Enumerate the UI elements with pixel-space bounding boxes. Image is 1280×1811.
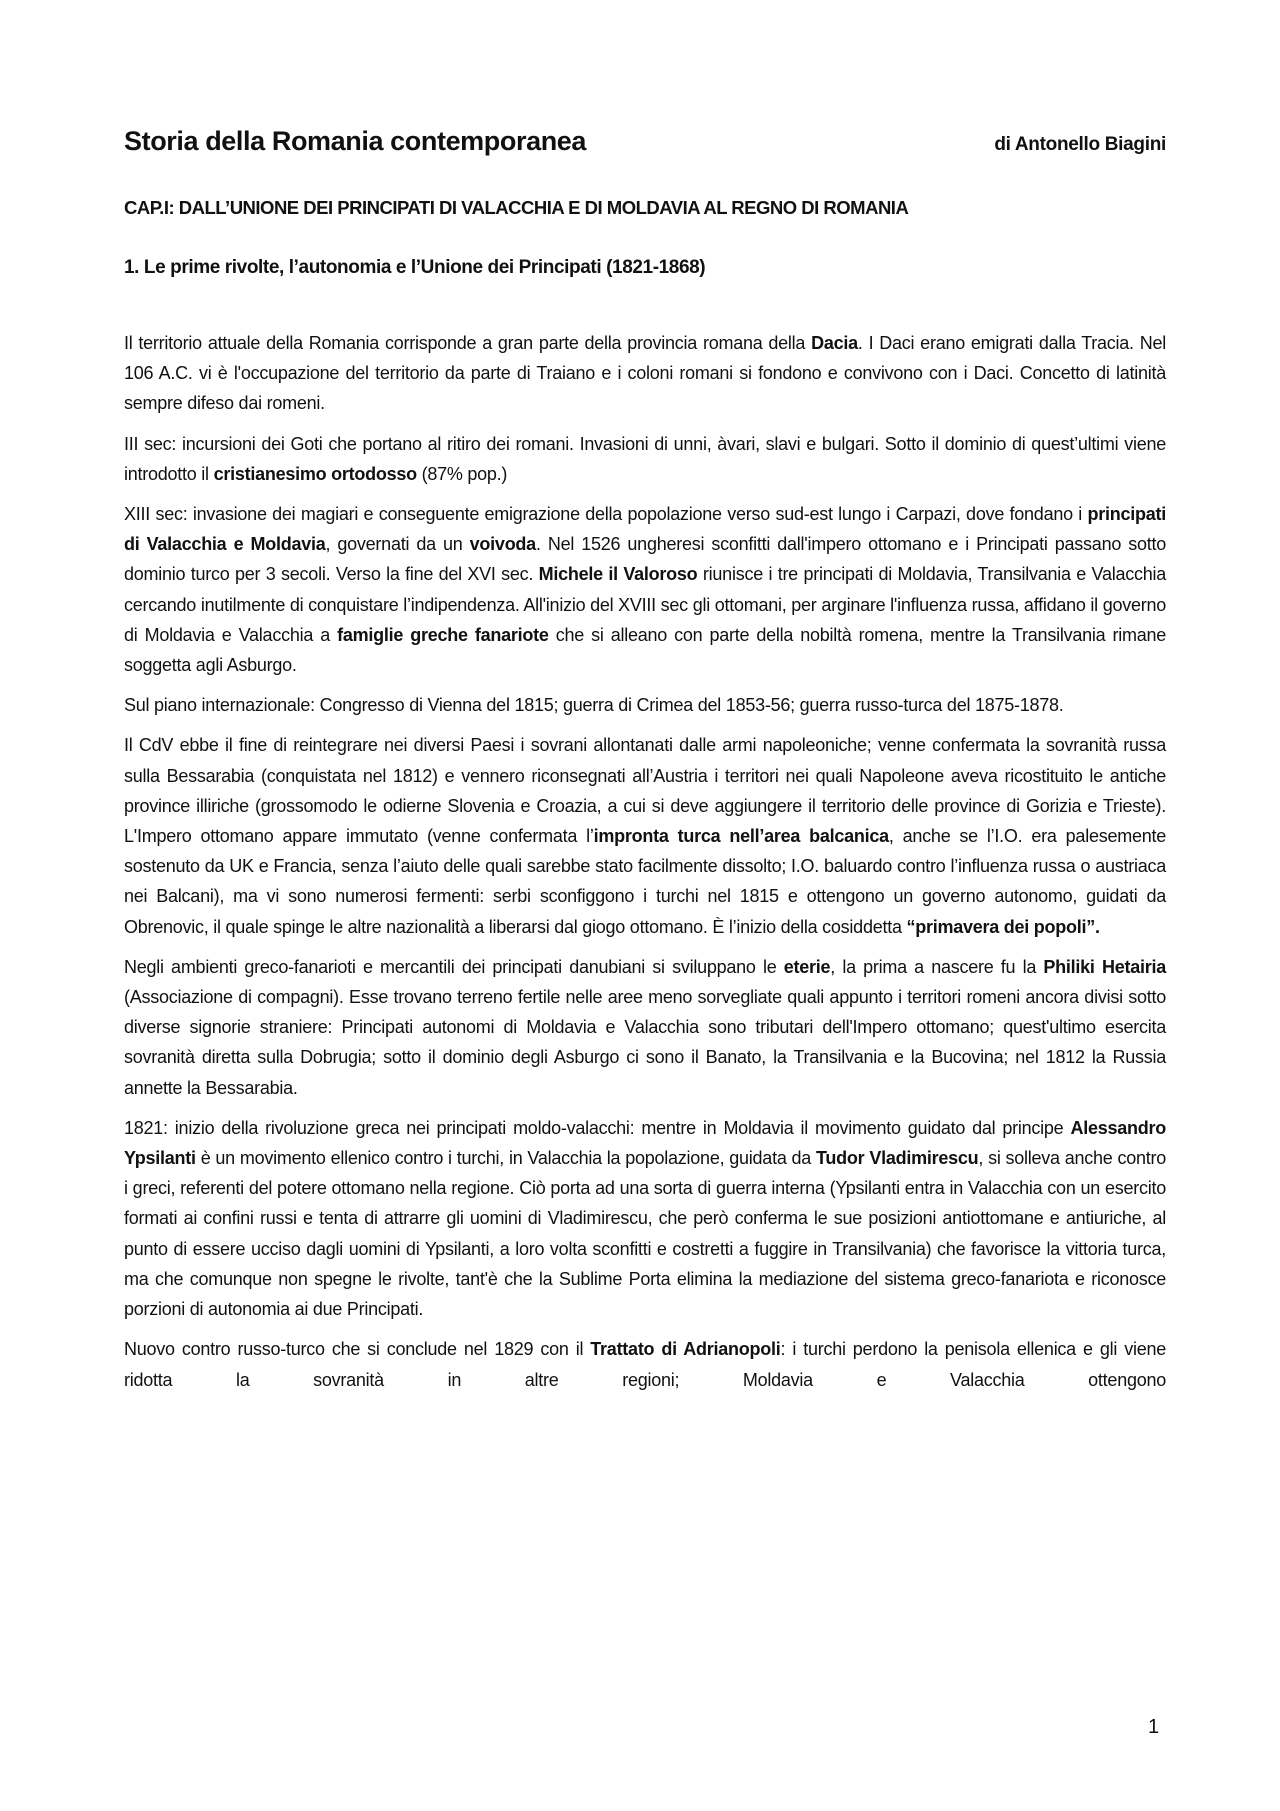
text-run: , si solleva anche contro i greci, referenti del potere ottomano nella regione. Ciò porta ad una sorta di guerra interna (Ypsilanti entra in Valacchia con un esercito formati ai confini russi e tenta di attrarre gli uomini di Vladimirescu, che però conferma le sue posizioni antiottomane e antiuriche, al punto di essere ucciso dagli uomini di Ypsilanti, a loro volta sconfitti e costretti a fuggire in Transilvania) che favorisce la vittoria turca, ma che comunque non spegne le rivolte, tant'è che la Sublime Porta elimina la mediazione del sistema greco-fanariota e riconosce porzioni di autonomia ai due Principati. <box>124 1148 1167 1320</box>
text-run: Il CdV ebbe il fine di reintegrare nei diversi Paesi i sovrani allontanati dalle armi napoleoniche; venne confermata la sovranità russa sulla Bessarabia (conquistata nel 1812) e vennero riconsegnati all’Austria i territori nei quali Napoleone aveva ricostituito le antiche province illiriche (grossomodo le odierne Slovenia e Croazia, a cui si deve aggiungere il territorio delle province di Gorizia e Trieste). L'Impero ottomano appare immutato (venne confermata l’ <box>124 735 1166 847</box>
text-run: XIII sec: invasione dei magiari e conseguente emigrazione della popolazione verso sud-est lungo i Carpazi, dove fondano i <box>124 504 1088 525</box>
bold-term: famiglie greche fanariote <box>337 624 549 645</box>
paragraph <box>124 690 1166 720</box>
section-heading: 1. Le prime rivolte, l’autonomia e l’Unione dei Principati (1821-1868) <box>124 257 706 278</box>
body-text <box>124 328 1166 1405</box>
bold-term: principati di Valacchia e Moldavia <box>124 504 1166 555</box>
paragraph <box>124 1113 1166 1324</box>
bold-term: Michele il Valoroso <box>538 564 698 585</box>
bold-term: Philiki Hetairia <box>1043 956 1166 977</box>
paragraph <box>124 1334 1166 1394</box>
paragraph <box>124 952 1166 1103</box>
paragraph <box>124 429 1166 489</box>
text-run: riunisce i tre principati di Moldavia, Transilvania e Valacchia cercando inutilmente di conquistare l’indipendenza. All'inizio del XVIII sec gli ottomani, per arginare l'influenza russa, affidano il governo di Moldavia e Valacchia a <box>124 564 1167 645</box>
bold-term: Trattato di Adrianopoli <box>590 1339 781 1360</box>
text-run: Negli ambienti greco-fanarioti e mercantili dei principati danubiani si sviluppano le <box>124 956 784 977</box>
bold-term: Tudor Vladimirescu <box>815 1148 979 1169</box>
bold-term: cristianesimo ortodosso <box>213 463 417 484</box>
text-run: Nuovo contro russo-turco che si conclude nel 1829 con il <box>124 1339 591 1360</box>
bold-term: Alessandro Ypsilanti <box>124 1117 1166 1169</box>
chapter-heading: CAP.I: DALL’UNIONE DEI PRINCIPATI DI VALACCHIA E DI MOLDAVIA AL REGNO DI ROMANIA <box>124 197 909 218</box>
bold-term: impronta turca nell’area balcanica <box>593 826 889 847</box>
text-run: . Nel 1526 ungheresi sconfitti dall'impero ottomano e i Principati passano sotto dominio turco per 3 secoli. Verso la fine del XVI sec. <box>124 534 1166 585</box>
text-run: Il territorio attuale della Romania corrisponde a gran parte della provincia romana della <box>124 333 812 353</box>
paragraph <box>124 328 1166 419</box>
bold-term: “primavera dei popoli”. <box>906 916 1100 937</box>
bold-term: Dacia <box>811 333 858 353</box>
text-run: (87% pop.) <box>416 463 508 484</box>
text-run: (Associazione di compagni). Esse trovano terreno fertile nelle aree meno sorvegliate quali appunto i territori romeni ancora divisi sotto diverse signorie straniere: Principati autonomi di Moldavia e Valacchia sono tributari dell'Impero ottomano; quest'ultimo esercita sovranità diretta sulla Dobrugia; sotto il dominio degli Asburgo ci sono il Banato, la Transilvania e la Bucovina; nel 1812 la Russia annette la Bessarabia. <box>124 987 1166 1098</box>
text-run: è un movimento ellenico contro i turchi, in Valacchia la popolazione, guidata da <box>195 1148 816 1169</box>
text-run: III sec: incursioni dei Goti che portano al ritiro dei romani. Invasioni di unni, àvari, slavi e bulgari. Sotto il dominio di quest’ultimi viene introdotto il <box>124 433 1166 484</box>
document-title: Storia della Romania contemporanea <box>124 126 587 156</box>
document-author: di Antonello Biagini <box>994 134 1166 155</box>
text-run: che si alleano con parte della nobiltà romena, mentre la Transilvania rimane soggetta agli Asburgo. <box>124 624 1166 676</box>
text-run: . I Daci erano emigrati dalla Tracia. Nel 106 A.C. vi è l'occupazione del territorio da parte di Traiano e i coloni romani si fondono e convivono con i Daci. Concetto di latinità sempre difeso dai romeni. <box>124 333 1166 414</box>
text-run: Sul piano internazionale: Congresso di Vienna del 1815; guerra di Crimea del 1853-56; guerra russo-turca del 1875-1878. <box>124 695 1064 716</box>
text-run: , governati da un <box>325 534 470 555</box>
page-number: 1 <box>1148 1716 1160 1738</box>
text-run: , anche se l’I.O. era palesemente sostenuto da UK e Francia, senza l’aiuto delle quali sarebbe stato facilmente dissolto; I.O. baluardo contro l’influenza russa o austriaca nei Balcani), ma vi sono numerosi fermenti: serbi sconfiggono i turchi nel 1815 e ottengono un governo autonomo, guidati da Obrenovic, il quale spinge le altre nazionalità a liberarsi dal giogo ottomano. È l’inizio della cosiddetta <box>124 826 1166 937</box>
text-run: : i turchi perdono la penisola ellenica e gli viene ridotta la sovranità in altre regioni; Moldavia e Valacchia ottengono <box>124 1339 1166 1390</box>
bold-term: eterie <box>783 956 831 977</box>
text-run: , la prima a nascere fu la <box>830 956 1044 977</box>
bold-term: voivoda <box>469 534 536 555</box>
text-run: 1821: inizio della rivoluzione greca nei principati moldo-valacchi: mentre in Moldavia il movimento guidato dal principe <box>124 1117 1071 1138</box>
title-row <box>124 126 1166 157</box>
paragraph <box>124 499 1166 680</box>
paragraph <box>124 730 1166 941</box>
